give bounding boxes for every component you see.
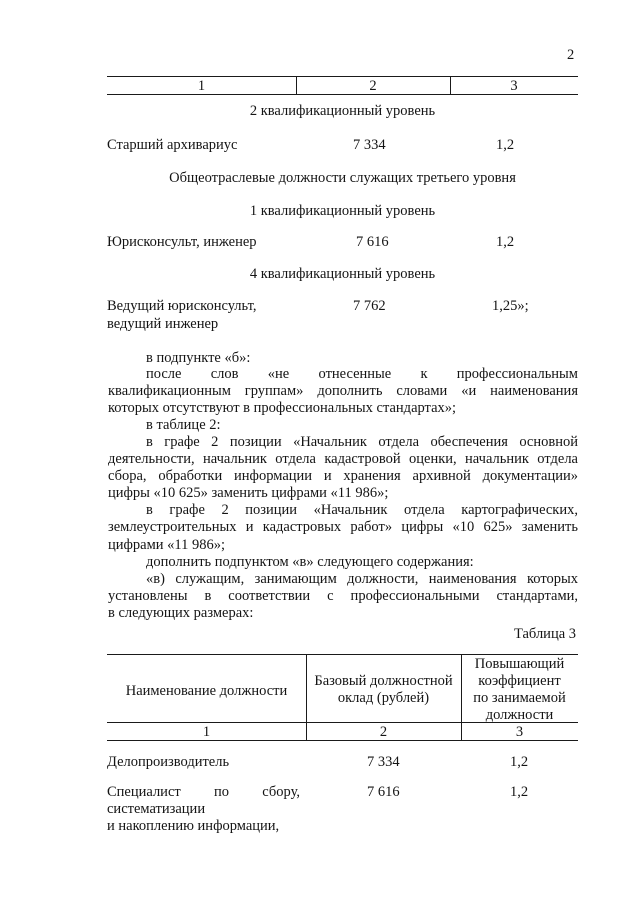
top-table-colnum-1: 1 xyxy=(197,78,206,94)
text-line: дополнить подпунктом «в» следующего содержания: xyxy=(146,554,474,570)
table-row-name: Юрисконсульт, инженер xyxy=(107,234,257,250)
level-heading: 2 квалификационный уровень xyxy=(249,103,436,119)
table-row-salary: 7 334 xyxy=(353,137,386,153)
text-line: цифрами «11 986»; xyxy=(108,537,226,553)
table-row-coef: 1,2 xyxy=(496,137,515,153)
text-line: в следующих размерах: xyxy=(108,605,254,621)
text-line: землеустроительных и кадастровых работ» цифры «10 625» заменить xyxy=(108,519,578,535)
word: после xyxy=(146,366,182,382)
table-row-coef: 1,2 xyxy=(510,784,529,800)
table-row-salary: 7 762 xyxy=(353,298,386,314)
table3-colnum-3: 3 xyxy=(515,724,524,740)
table-row-salary: 7 616 xyxy=(356,234,389,250)
text-line: которых отсутствуют в профессиональных стандартах»; xyxy=(108,400,457,416)
text-line: в графе 2 позиции «Начальник отдела обеспечения основной xyxy=(146,434,578,450)
page-number: 2 xyxy=(567,47,575,63)
text-line: в графе 2 позиции «Начальник отдела картографических, xyxy=(146,502,578,518)
table-row-name-line-2: ведущий инженер xyxy=(107,316,219,332)
table-row-coef: 1,2 xyxy=(496,234,515,250)
top-table-colnum-2: 2 xyxy=(369,78,377,94)
word: слов xyxy=(210,366,239,382)
table-row-name-line-3: и накоплению информации, xyxy=(107,818,280,834)
word: сбору, xyxy=(262,784,300,800)
text-line: «в) служащим, занимающим должности, наименования которых xyxy=(146,571,578,587)
table-row-coef: 1,25»; xyxy=(492,298,529,314)
header-salary-line-1: Базовый должностной xyxy=(314,673,453,689)
table-row-salary: 7 616 xyxy=(367,784,400,800)
table-row-salary: 7 334 xyxy=(367,754,400,770)
table-caption: Таблица 3 xyxy=(514,626,577,642)
text-line: цифры «10 625» заменить цифрами «11 986»; xyxy=(108,485,389,501)
table3-colnum-1: 1 xyxy=(202,724,211,740)
text-line: установлены в соответствии с профессиональными стандартами, xyxy=(108,588,578,604)
text-line: деятельности, начальник отдела кадастровой оценки, начальник отдела xyxy=(108,451,578,467)
table3-colnum-2: 2 xyxy=(379,724,388,740)
level-heading: 4 квалификационный уровень xyxy=(249,266,436,282)
word: к xyxy=(420,366,428,382)
text-line: квалификационным группам» дополнить словами «и наименования xyxy=(108,383,578,399)
text-line: в таблице 2: xyxy=(146,417,221,433)
header-coef-line-4: должности xyxy=(485,707,554,723)
word: отнесенные xyxy=(318,366,392,382)
text-line: в подпункте «б»: xyxy=(146,350,251,366)
justified-word-line xyxy=(146,366,578,383)
table-row-name-line-1: Ведущий юрисконсульт, xyxy=(107,298,257,314)
table-row-name-line-2: систематизации xyxy=(107,801,206,817)
word: по xyxy=(213,784,229,800)
justified-word-line xyxy=(107,784,300,801)
header-name: Наименование должности xyxy=(125,683,288,699)
table3-border-top xyxy=(107,654,578,655)
top-table-colnum-3: 3 xyxy=(510,78,518,94)
header-coef-line-3: по занимаемой xyxy=(473,690,566,706)
group-heading: Общеотраслевые должности служащих третьего уровня xyxy=(169,170,516,186)
header-salary-line-2: оклад (рублей) xyxy=(337,690,430,706)
word: Специалист xyxy=(107,784,181,800)
level-heading: 1 квалификационный уровень xyxy=(249,203,436,219)
header-coef-line-1: Повышающий xyxy=(474,656,565,672)
header-coef-line-2: коэффициент xyxy=(478,673,561,689)
word: профессиональным xyxy=(456,366,578,382)
table-row-name: Старший архивариус xyxy=(107,137,238,153)
top-table-border-top xyxy=(107,76,578,77)
text-line: сбора, обработки информации и хранения архивной документации» xyxy=(108,468,578,484)
table-row-name: Делопроизводитель xyxy=(107,754,230,770)
table-row-coef: 1,2 xyxy=(510,754,529,770)
word: «не xyxy=(267,366,290,382)
